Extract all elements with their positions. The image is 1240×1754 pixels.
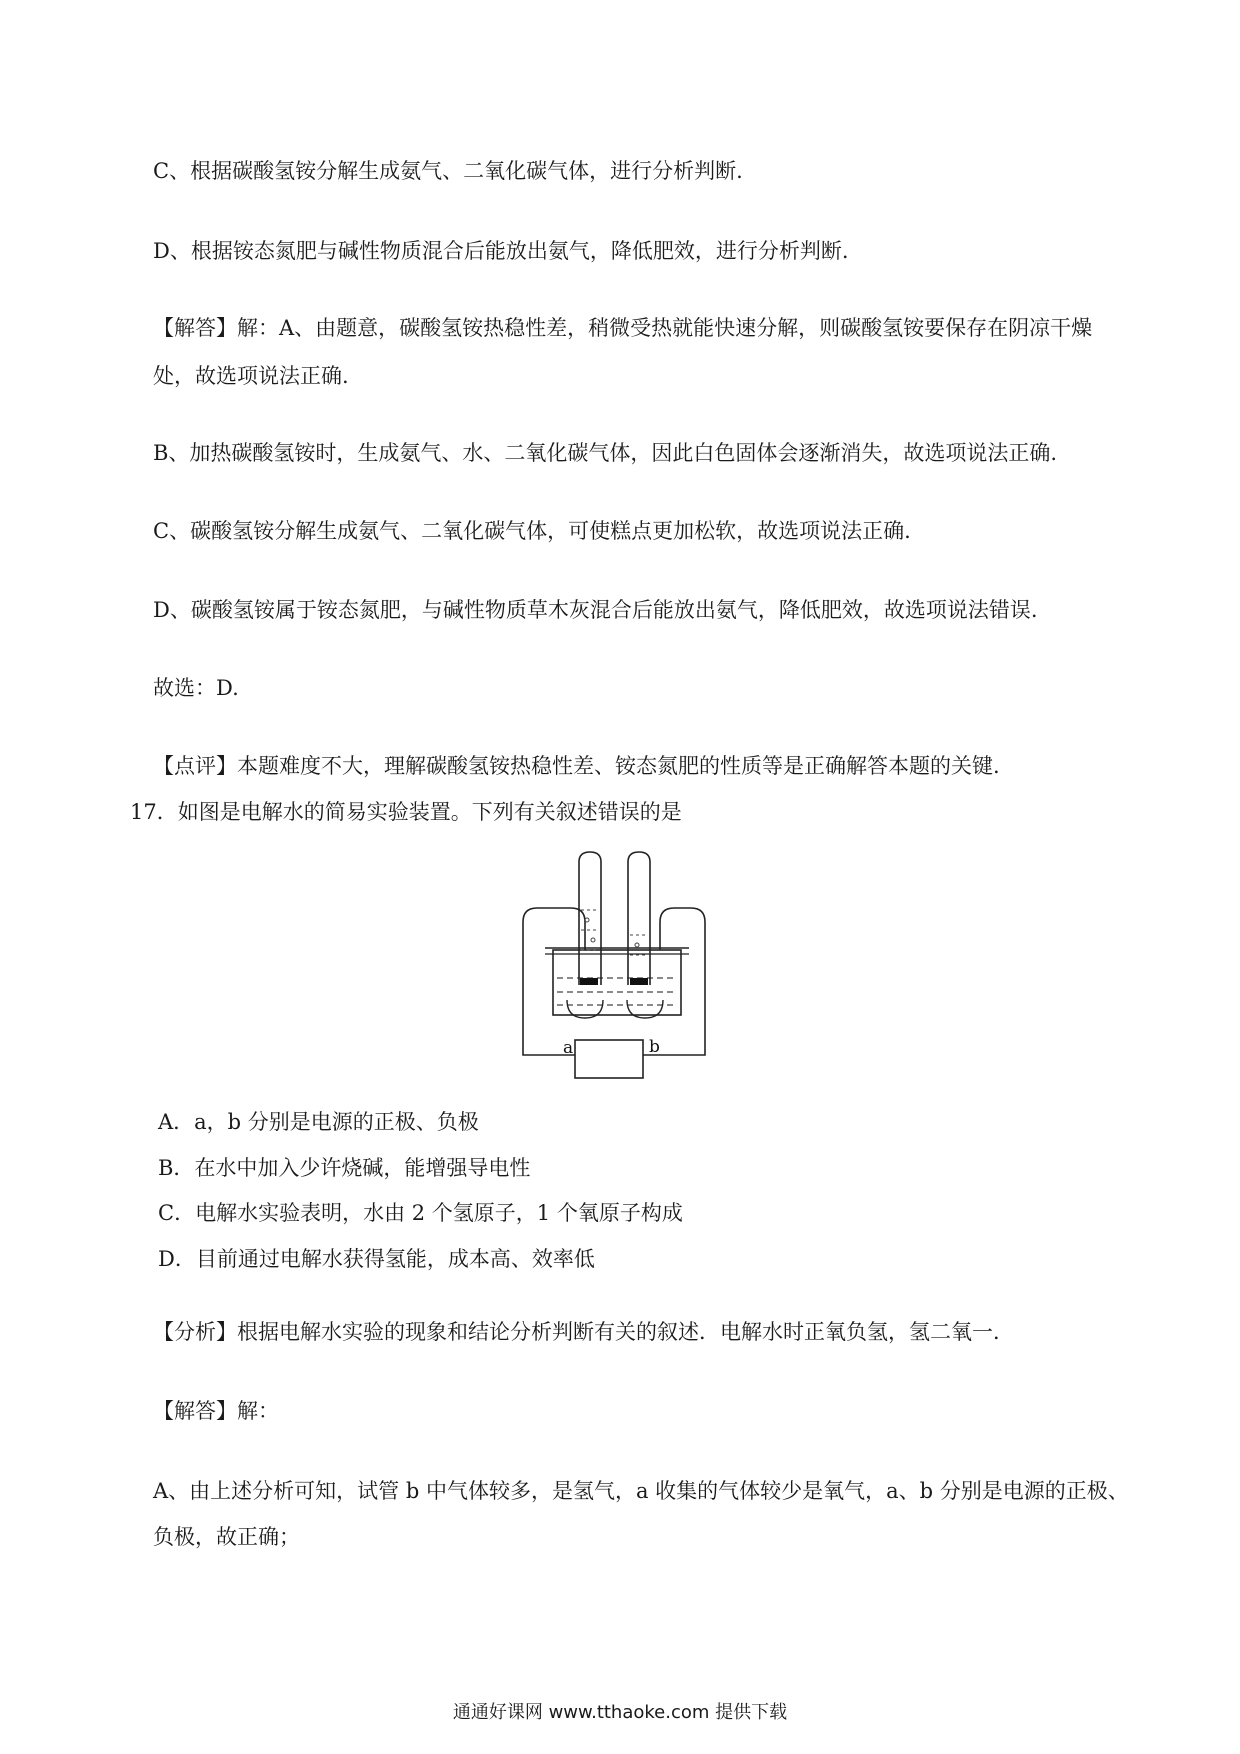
option-c: C．电解水实验表明，水由 2 个氢原子，1 个氧原子构成: [158, 1201, 683, 1225]
line-choice: 故选：D.: [153, 676, 239, 700]
line-q17-answer-a-2: 负极，故正确；: [153, 1525, 300, 1549]
electrolysis-apparatus-figure: [515, 850, 715, 1085]
line-answer-c: C、碳酸氢铵分解生成氨气、二氧化碳气体，可使糕点更加松软，故选项说法正确.: [153, 519, 911, 543]
label-a: a: [563, 1038, 574, 1058]
line-answer-a-2: 处，故选项说法正确.: [153, 364, 349, 388]
label-b: b: [649, 1037, 660, 1057]
option-b: B．在水中加入少许烧碱，能增强导电性: [158, 1156, 531, 1180]
option-d: D．目前通过电解水获得氢能，成本高、效率低: [158, 1247, 595, 1271]
line-comment: 【点评】本题难度不大，理解碳酸氢铵热稳性差、铵态氮肥的性质等是正确解答本题的关键.: [153, 754, 1000, 778]
line-answer-d: D、碳酸氢铵属于铵态氮肥，与碱性物质草木灰混合后能放出氨气，降低肥效，故选项说法错误.: [153, 598, 1038, 622]
line-answer-a-1: 【解答】解：A、由题意，碳酸氢铵热稳性差，稍微受热就能快速分解，则碳酸氢铵要保存在阴凉干燥: [153, 316, 1093, 340]
question-17-stem: 17．如图是电解水的简易实验装置。下列有关叙述错误的是: [130, 800, 682, 824]
line-analysis-c: C、根据碳酸氢铵分解生成氨气、二氧化碳气体，进行分析判断.: [153, 159, 743, 183]
line-q17-answer-a-1: A、由上述分析可知，试管 b 中气体较多，是氢气，a 收集的气体较少是氧气，a、b 分别是电源的正极、: [153, 1479, 1129, 1503]
line-q17-answer-head: 【解答】解：: [153, 1399, 279, 1423]
line-answer-b: B、加热碳酸氢铵时，生成氨气、水、二氧化碳气体，因此白色固体会逐渐消失，故选项说法正确.: [153, 441, 1058, 465]
line-analysis-d: D、根据铵态氮肥与碱性物质混合后能放出氨气，降低肥效，进行分析判断.: [153, 239, 849, 263]
option-a: A．a，b 分别是电源的正极、负极: [158, 1110, 479, 1134]
line-q17-analysis: 【分析】根据电解水实验的现象和结论分析判断有关的叙述．电解水时正氧负氢，氢二氧一．: [153, 1320, 1014, 1344]
footer-credit: 通通好课网 www.tthaoke.com 提供下载: [452, 1702, 788, 1723]
